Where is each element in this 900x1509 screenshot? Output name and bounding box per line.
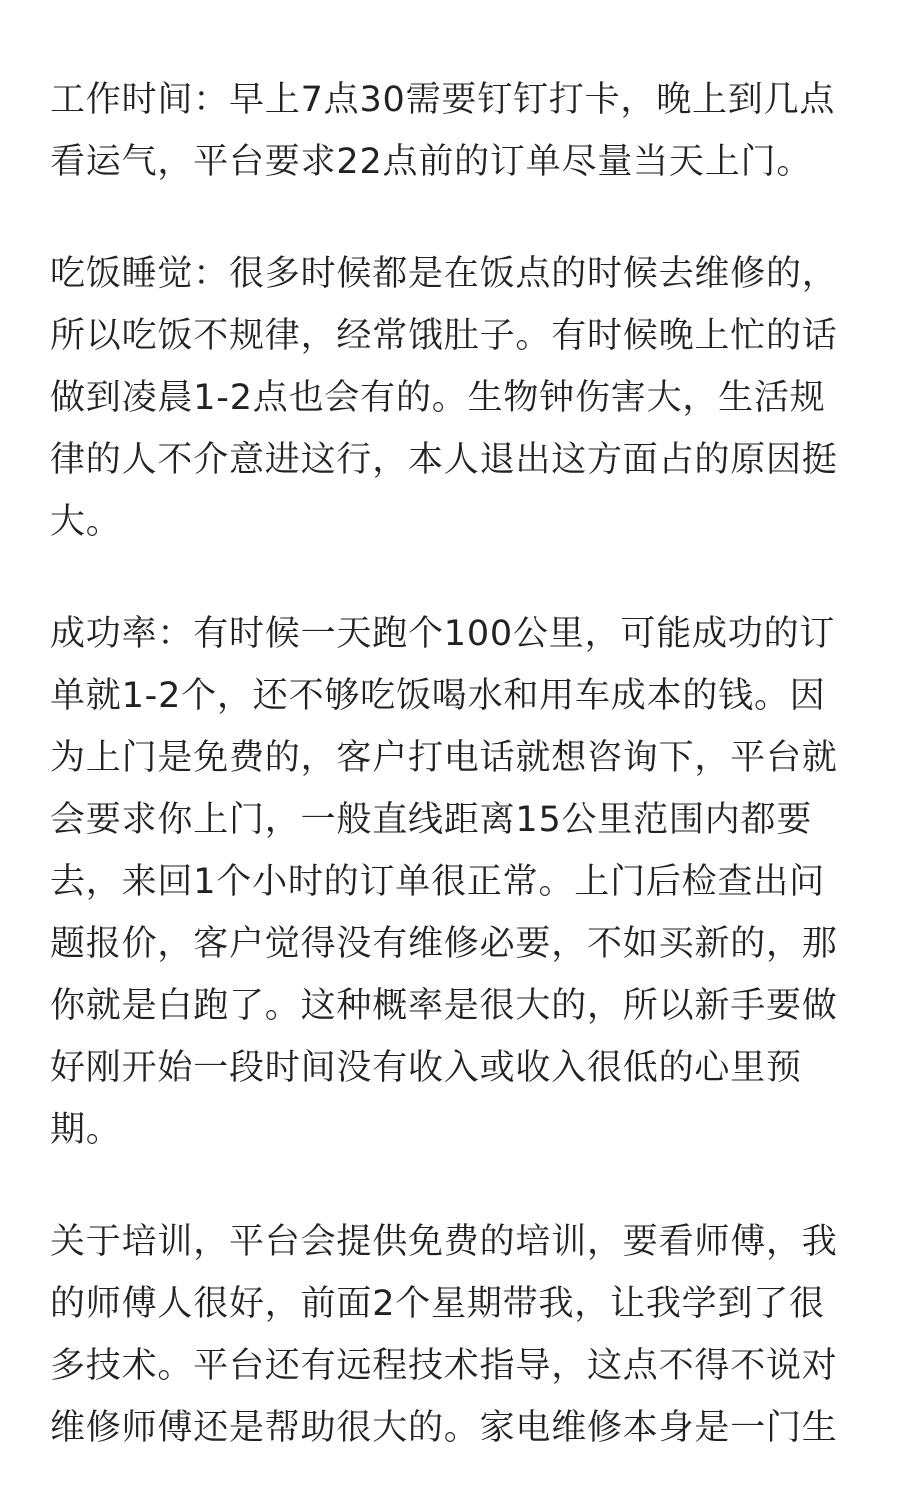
paragraph-training [50, 1211, 850, 1459]
text-line: 你就是白跑了。这种概率是很大的，所以新手要做 [50, 986, 838, 1026]
paragraph-meals-sleep [50, 243, 850, 553]
text-line: 多技术。平台还有远程技术指导，这点不得不说对 [50, 1346, 838, 1386]
text-line: 维修师傅还是帮助很大的。家电维修本身是一门生 [50, 1408, 838, 1448]
text-line: 看运气，平台要求22点前的订单尽量当天上门。 [50, 142, 813, 182]
text-line: 单就1-2个，还不够吃饭喝水和用车成本的钱。因 [50, 676, 826, 716]
text-line: 工作时间：早上7点30需要钉钉打卡，晚上到几点 [50, 80, 836, 120]
paragraph-work-hours [50, 69, 850, 193]
text-line: 吃饭睡觉：很多时候都是在饭点的时候去维修的， [50, 254, 838, 294]
text-line: 好刚开始一段时间没有收入或收入很低的心里预 [50, 1048, 802, 1088]
text-line: 为上门是免费的，客户打电话就想咨询下，平台就 [50, 738, 838, 778]
text-line: 所以吃饭不规律，经常饿肚子。有时候晚上忙的话 [50, 316, 838, 356]
text-line: 大。 [50, 502, 122, 542]
text-line: 做到凌晨1-2点也会有的。生物钟伤害大，生活规 [50, 378, 826, 418]
text-line: 律的人不介意进这行，本人退出这方面占的原因挺 [50, 440, 838, 480]
article-body [50, 69, 850, 1509]
text-line: 的师傅人很好，前面2个星期带我，让我学到了很 [50, 1284, 825, 1324]
text-line: 会要求你上门，一般直线距离15公里范围内都要 [50, 800, 813, 840]
text-line: 题报价，客户觉得没有维修必要，不如买新的，那 [50, 924, 838, 964]
text-line: 期。 [50, 1110, 122, 1150]
paragraph-success-rate [50, 603, 850, 1161]
text-line: 关于培训，平台会提供免费的培训，要看师傅，我 [50, 1222, 838, 1262]
text-line: 成功率：有时候一天跑个100公里，可能成功的订 [50, 614, 836, 654]
text-line: 去，来回1个小时的订单很正常。上门后检查出问 [50, 862, 825, 902]
